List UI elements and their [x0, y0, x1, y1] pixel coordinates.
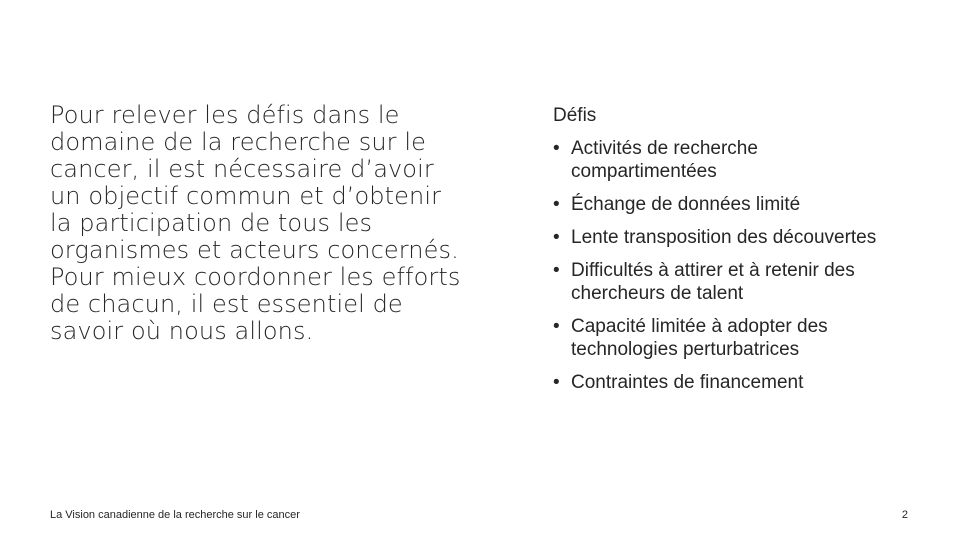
challenges-heading: Défis — [553, 105, 597, 126]
footer-text: La Vision canadienne de la recherche sur le cancer — [50, 509, 300, 521]
list-item — [553, 226, 883, 249]
bullet-icon: • — [553, 138, 560, 159]
list-item-label: Échange de données limité — [571, 194, 801, 215]
challenges-list — [553, 137, 883, 394]
bullet-icon: • — [553, 372, 560, 393]
list-item-label: Activités de recherche compartimentées — [571, 138, 758, 182]
list-item — [553, 259, 883, 305]
page-number: 2 — [901, 509, 908, 521]
list-item-label: Capacité limitée à adopter des technologies perturbatrices — [571, 316, 828, 360]
list-item-label: Difficultés à attirer et à retenir des chercheurs de talent — [571, 260, 855, 304]
challenges-panel — [553, 104, 883, 404]
bullet-icon: • — [553, 316, 560, 337]
bullet-icon: • — [553, 194, 560, 215]
list-item — [553, 193, 883, 216]
intro-paragraph: Pour relever les défis dans le domaine de la recherche sur le cancer, il est nécessaire d’avoir un objectif commun et d’obtenir la participation de tous les organismes et acteurs concernés. Pour mieux coordonner les efforts de chacun, il est essentiel de savoir où nous allons. — [50, 101, 461, 345]
bullet-icon: • — [553, 227, 560, 248]
list-item — [553, 315, 883, 361]
list-item — [553, 371, 883, 394]
list-item-label: Contraintes de financement — [571, 372, 804, 393]
bullet-icon: • — [553, 260, 560, 281]
list-item-label: Lente transposition des découvertes — [571, 227, 877, 248]
list-item — [553, 137, 883, 183]
